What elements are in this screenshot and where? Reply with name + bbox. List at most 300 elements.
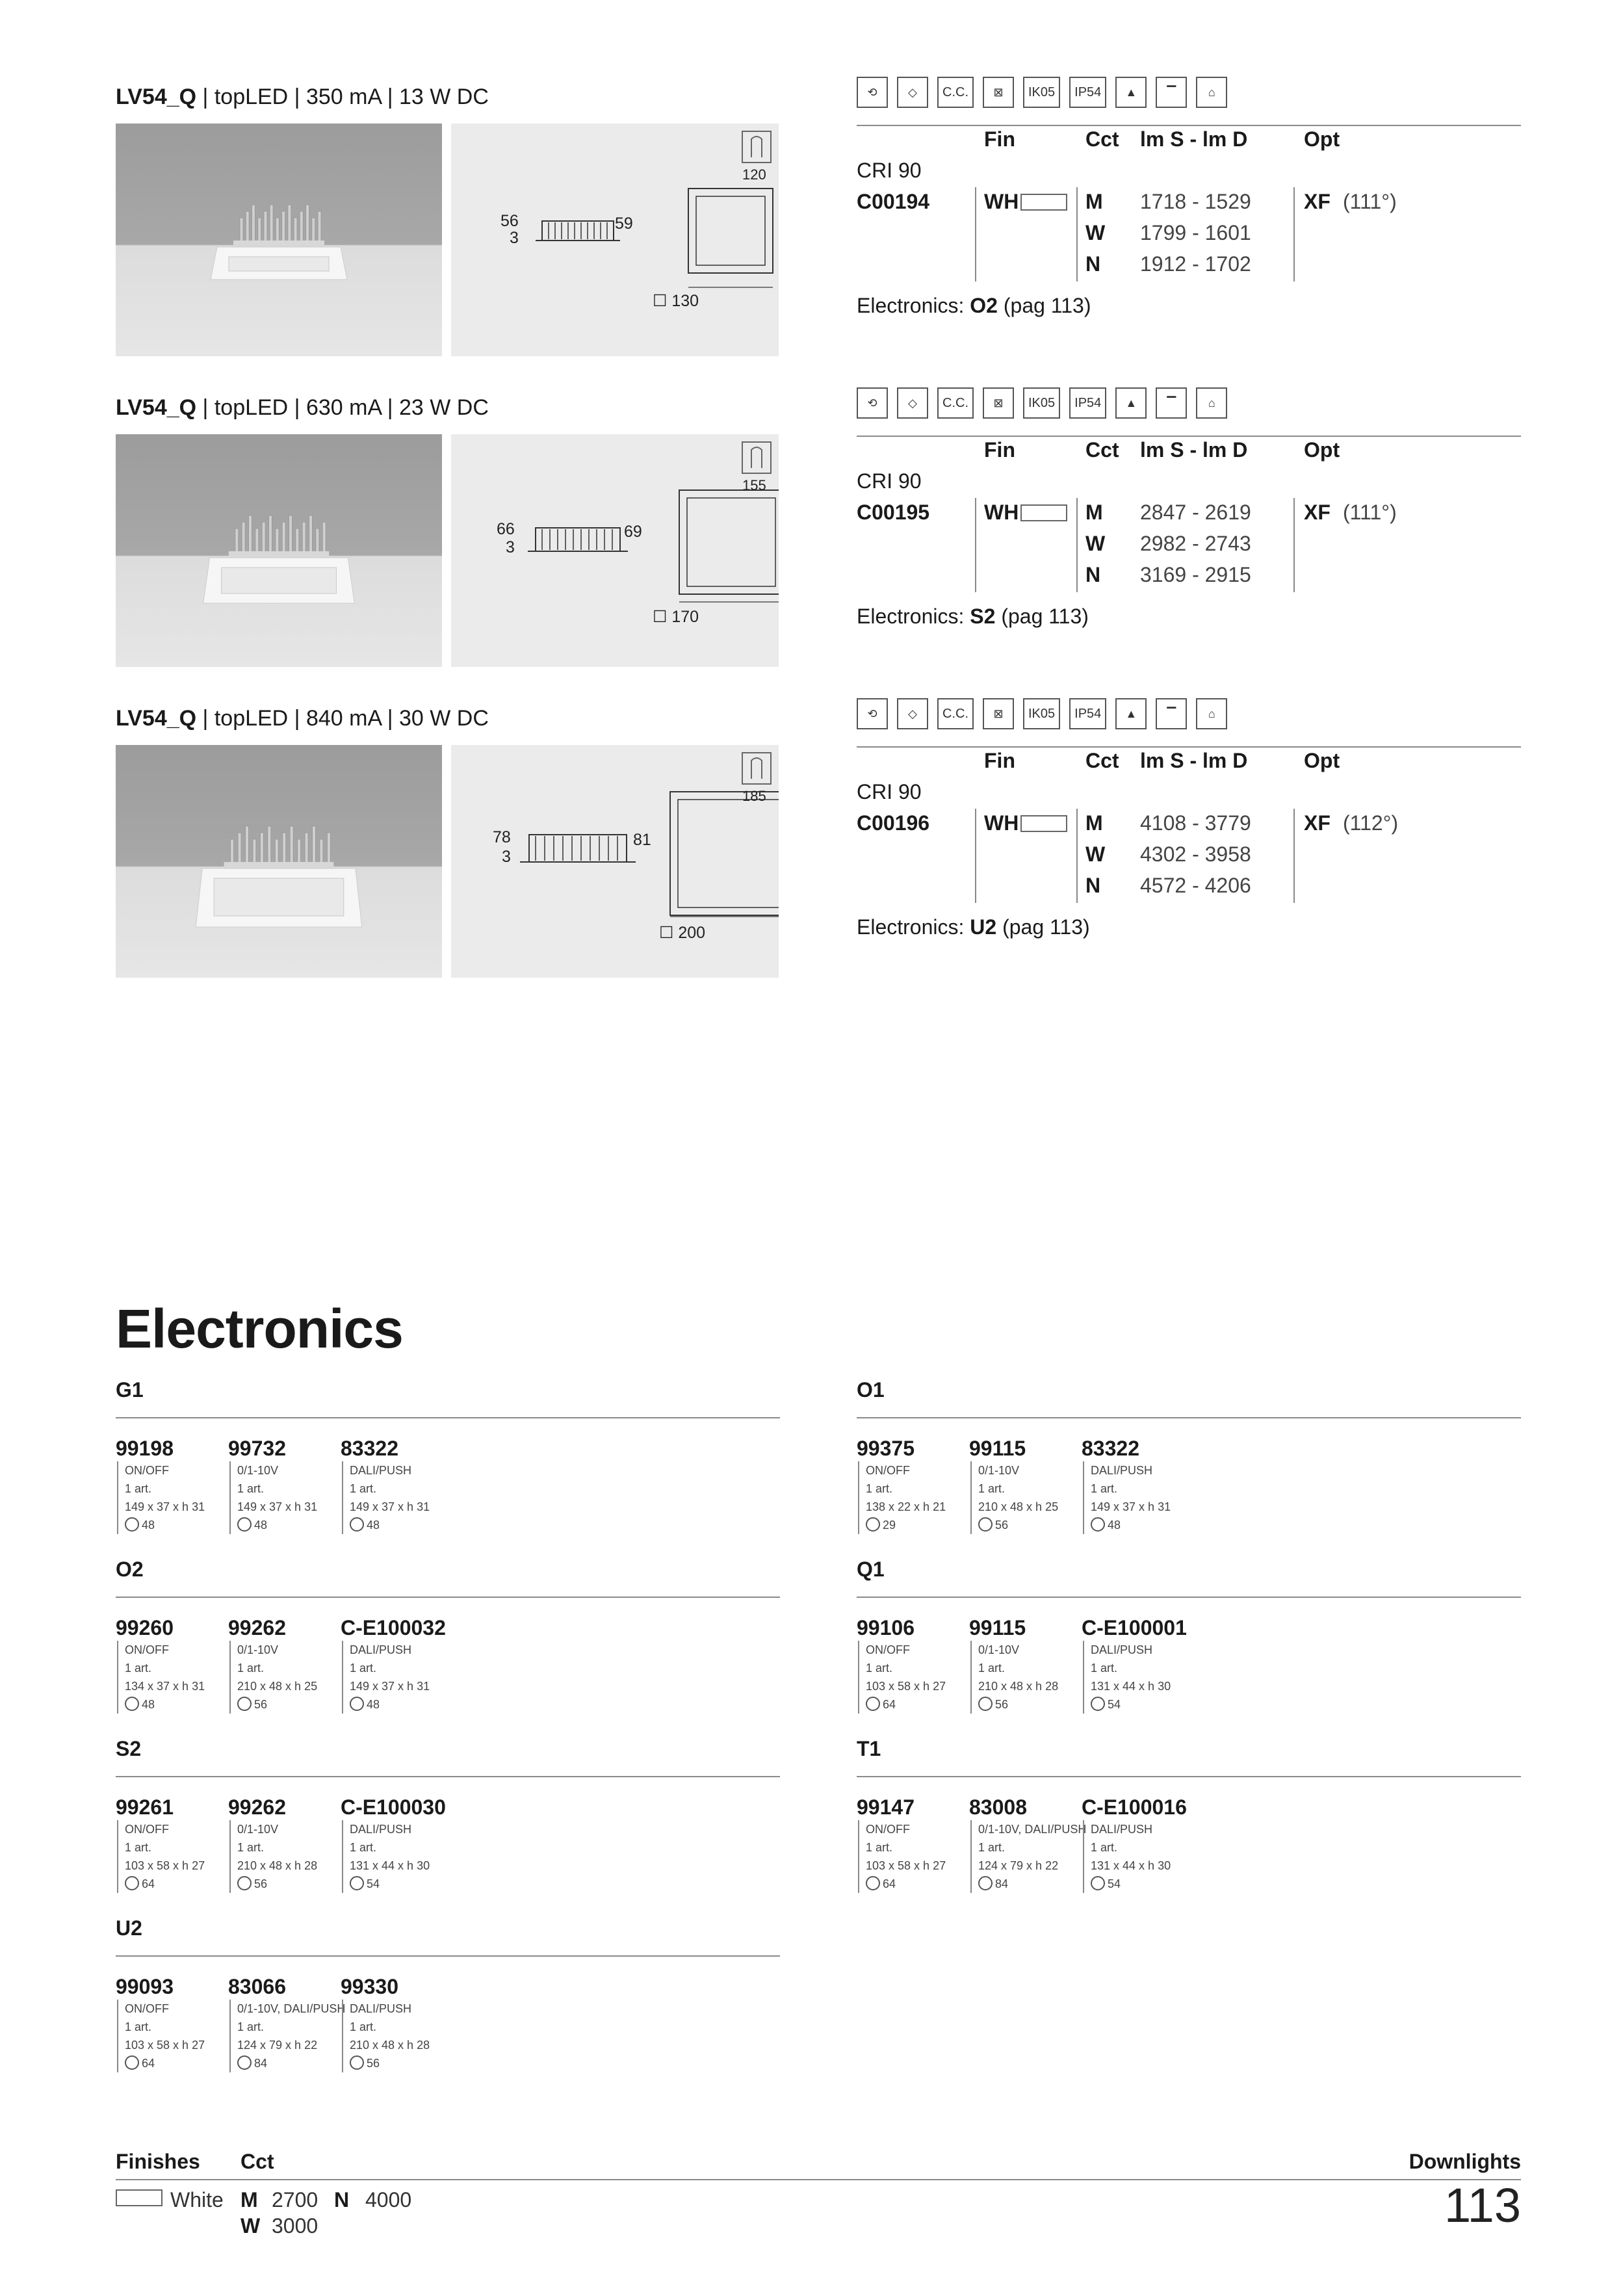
beam-icon: ▲ [1115,77,1147,108]
table-rule [857,746,1521,748]
cct-code: N [1085,252,1101,276]
driver-info [1083,1641,1171,1714]
finish-code: WH [984,501,1019,524]
driver-type: DALI/PUSH [350,2002,412,2015]
driver-count: 64 [883,1877,896,1890]
driver-art: 1 art. [237,2020,265,2033]
cct-n: N [334,2188,350,2211]
driver-code: 99115 [969,1437,1026,1460]
driver-size: 124 x 79 x h 22 [978,1859,1059,1872]
driver-count: 48 [367,1698,380,1711]
driver-code: C-E100016 [1082,1795,1187,1819]
driver-art: 1 art. [350,1841,377,1854]
finish-code: WH [984,811,1019,835]
certification-icons [857,77,1227,108]
electronics-code[interactable]: S2 [970,605,996,628]
driver-size: 103 x 58 x h 27 [866,1680,946,1693]
driver-info [117,1641,205,1714]
driver-type: ON/OFF [125,2002,169,2015]
driver-type: DALI/PUSH [350,1464,412,1477]
driver-icon [125,1517,139,1532]
driver-count: 48 [367,1519,380,1532]
driver-art: 1 art. [125,2020,152,2033]
driver-icon [978,1517,993,1532]
electronics-page: (pag 113) [997,294,1091,317]
no-insulation-icon: ⊠ [983,77,1014,108]
cct-m: M [240,2188,258,2211]
electronics-code[interactable]: U2 [970,915,997,939]
driver-icon [350,1697,364,1711]
cct-header: Cct [1085,749,1119,772]
driver-art: 1 art. [866,1482,893,1495]
driver-count: 56 [995,1698,1009,1711]
driver-type: 0/1-10V [978,1643,1020,1656]
driver-art: 1 art. [866,1841,893,1854]
driver-size: 149 x 37 x h 31 [350,1680,430,1693]
white-swatch [116,2189,162,2206]
driver-size: 149 x 37 x h 31 [237,1500,318,1513]
total-height-dimension: 81 [633,831,651,849]
group-label: T1 [857,1737,881,1760]
driver-code: 99262 [228,1616,286,1639]
driver-code: 99260 [116,1616,174,1639]
driver-art: 1 art. [1091,1841,1118,1854]
lumen-value: 1912 - 1702 [1140,252,1251,276]
lumen-value: 1799 - 1601 [1140,221,1251,244]
electronics-page: (pag 113) [996,915,1090,939]
fin-header: Fin [984,127,1015,151]
driver-code: 99198 [116,1437,174,1460]
driver-count-row [125,2054,205,2072]
driver-info [229,1461,317,1534]
product-title [116,706,489,731]
driver-count: 48 [142,1519,155,1532]
cct-header: Cct [1085,438,1119,462]
product-name: LV54_Q [116,85,197,109]
cri-value: CRI 90 [857,469,922,493]
electronics-label: Electronics: [857,294,970,317]
driver-code: C-E100001 [1082,1616,1187,1639]
driver-icon [237,2055,252,2070]
height-dimension: 66 [497,520,515,538]
driver-info [342,1641,430,1714]
cc-badge: C.C. [937,387,974,419]
driver-info [970,1461,1058,1534]
class-iii-icon: ◇ [897,77,928,108]
class-iii-icon: ◇ [897,698,928,729]
driver-count-row [350,1516,430,1534]
cct-code: W [1085,221,1106,244]
driver-code: 99093 [116,1975,174,1998]
driver-count-row [1091,1516,1171,1534]
group-label: S2 [116,1737,142,1760]
driver-size: 131 x 44 x h 30 [350,1859,430,1872]
driver-count-row [237,1695,317,1714]
driver-type: ON/OFF [866,1464,910,1477]
beam-angle: (111°) [1343,190,1397,213]
electronics-ref [857,605,1089,629]
driver-art: 1 art. [237,1662,265,1675]
driver-info [342,1820,430,1893]
driver-info [117,2000,205,2072]
recess-dimension: 3 [506,538,515,556]
driver-icon [350,1517,364,1532]
certification-icons [857,387,1227,419]
recessed-icon: ⌂ [1196,698,1227,729]
driver-count: 56 [254,1698,268,1711]
driver-icon [125,1876,139,1890]
driver-count-row [237,2054,345,2072]
driver-icon [1091,1697,1105,1711]
downlight-image [116,434,442,667]
driver-count-row [1091,1875,1171,1893]
driver-code: C-E100032 [341,1616,446,1639]
driver-art: 1 art. [978,1482,1006,1495]
driver-icon [350,1876,364,1890]
recess-dimension: 3 [510,229,519,247]
driver-count-row [866,1695,946,1714]
driver-code: 99106 [857,1616,915,1639]
driver-code: 83008 [969,1795,1027,1819]
lumen-header: lm S - lm D [1140,749,1248,772]
product-photo [116,434,442,667]
cct-w: W [240,2214,261,2237]
driver-count: 84 [254,2057,268,2070]
driver-code: 99330 [341,1975,398,1998]
driver-count: 29 [883,1519,896,1532]
lumen-value: 1718 - 1529 [1140,190,1251,213]
dimension-drawing [451,124,779,356]
driver-info [1083,1820,1171,1893]
group-rule [857,1597,1521,1598]
table-rule [857,125,1521,126]
product-title [116,395,489,421]
driver-art: 1 art. [1091,1662,1118,1675]
driver-size: 210 x 48 x h 25 [237,1680,318,1693]
height-dimension: 56 [500,212,519,230]
cct-code: N [1085,874,1101,897]
driver-count-row [350,2054,430,2072]
driver-info [970,1641,1058,1714]
ik-rating: IK05 [1023,77,1060,108]
cct-m-value: 2700 [272,2188,318,2211]
driver-type: ON/OFF [866,1823,910,1836]
driver-code: 83066 [228,1975,286,1998]
opt-header: Opt [1304,438,1340,462]
driver-art: 1 art. [866,1662,893,1675]
cri-value: CRI 90 [857,780,922,803]
group-label: U2 [116,1916,142,1940]
rotate-icon: ⟲ [857,387,888,419]
driver-size: 103 x 58 x h 27 [866,1859,946,1872]
driver-icon [978,1697,993,1711]
driver-info [858,1461,946,1534]
driver-count-row [866,1875,946,1893]
driver-icon [237,1697,252,1711]
driver-type: ON/OFF [125,1643,169,1656]
driver-size: 138 x 22 x h 21 [866,1500,946,1513]
technical-drawing [451,434,779,667]
finish-white: White [170,2188,224,2211]
driver-info [858,1641,946,1714]
driver-info [342,2000,430,2072]
driver-icon [125,2055,139,2070]
column-divider [975,498,976,592]
driver-icon [125,1697,139,1711]
product-code: C00196 [857,811,930,835]
driver-art: 1 art. [125,1662,152,1675]
driver-type: 0/1-10V [237,1823,279,1836]
driver-size: 124 x 79 x h 22 [237,2039,318,2052]
driver-type: DALI/PUSH [350,1643,412,1656]
driver-size: 210 x 48 x h 28 [350,2039,430,2052]
driver-code: C-E100030 [341,1795,446,1819]
recessed-icon: ⌂ [1196,77,1227,108]
cutout-dimension: 120 [742,166,766,183]
dimension-drawing [451,745,779,978]
driver-count: 64 [142,2057,155,2070]
table-rule [857,436,1521,437]
driver-code: 99261 [116,1795,174,1819]
driver-type: ON/OFF [866,1643,910,1656]
driver-count-row [866,1516,946,1534]
product-name: LV54_Q [116,706,197,731]
no-insulation-icon: ⊠ [983,387,1014,419]
cutout-dimension: 155 [742,477,766,493]
size-dimension: ☐ 170 [653,608,699,626]
finishes-label: Finishes [116,2150,200,2173]
driver-art: 1 art. [350,1482,377,1495]
finish-swatch [1020,815,1067,832]
cct-code: M [1085,190,1103,213]
cct-header: Cct [1085,127,1119,151]
optic-code: XF [1304,190,1331,213]
group-rule [116,1597,780,1598]
driver-size: 149 x 37 x h 31 [350,1500,430,1513]
cc-badge: C.C. [937,77,974,108]
downlight-image [116,745,442,978]
driver-info [229,2000,345,2072]
technical-drawing [451,745,779,978]
driver-icon [350,2055,364,2070]
beam-angle: (111°) [1343,501,1397,524]
product-name: LV54_Q [116,395,197,420]
driver-type: ON/OFF [125,1464,169,1477]
fin-header: Fin [984,438,1015,462]
driver-count: 54 [367,1877,380,1890]
size-dimension: ☐ 200 [659,924,706,942]
driver-art: 1 art. [978,1841,1006,1854]
group-label: G1 [116,1378,144,1402]
cct-n-value: 4000 [365,2188,412,2211]
driver-art: 1 art. [350,1662,377,1675]
downlight-image [116,124,442,356]
driver-size: 103 x 58 x h 27 [125,1859,205,1872]
recessed-icon: ⌂ [1196,387,1227,419]
height-dimension: 78 [493,828,511,846]
driver-count: 64 [142,1877,155,1890]
footer-rule [116,2179,1521,2180]
driver-size: 134 x 37 x h 31 [125,1680,205,1693]
ik-rating: IK05 [1023,387,1060,419]
column-divider [975,187,976,281]
driver-type: DALI/PUSH [1091,1823,1153,1836]
driver-art: 1 art. [1091,1482,1118,1495]
rotate-icon: ⟲ [857,698,888,729]
column-divider [1076,187,1078,281]
driver-count: 56 [254,1877,268,1890]
driver-count-row [350,1875,430,1893]
recess-dimension: 3 [502,848,511,866]
driver-count-row [978,1875,1086,1893]
lumen-value: 4108 - 3779 [1140,811,1251,835]
driver-type: DALI/PUSH [1091,1464,1153,1477]
driver-count: 56 [995,1519,1009,1532]
driver-art: 1 art. [237,1482,265,1495]
driver-icon [237,1876,252,1890]
rotate-icon: ⟲ [857,77,888,108]
driver-code: 83322 [341,1437,398,1460]
category-label: Downlights [1409,2150,1521,2173]
class-iii-icon: ◇ [897,387,928,419]
dimension-drawing [451,434,779,667]
cc-badge: C.C. [937,698,974,729]
lumen-value: 3169 - 2915 [1140,563,1251,586]
group-rule [116,1417,780,1418]
cct-w-value: 3000 [272,2214,318,2237]
electronics-label: Electronics: [857,915,970,939]
driver-size: 149 x 37 x h 31 [1091,1500,1171,1513]
driver-type: DALI/PUSH [1091,1643,1153,1656]
beam-icon: ▲ [1115,698,1147,729]
driver-size: 131 x 44 x h 30 [1091,1859,1171,1872]
product-spec: | topLED | 350 mA | 13 W DC [196,85,489,109]
ip-rating: IP54 [1069,698,1106,729]
electronics-page: (pag 113) [995,605,1089,628]
cri-value: CRI 90 [857,159,922,182]
driver-count: 48 [254,1519,268,1532]
driver-count-row [350,1695,430,1714]
electronics-title: Electronics [116,1298,403,1359]
cutout-dimension: 185 [742,788,766,804]
driver-count-row [1091,1695,1171,1714]
driver-info [970,1820,1086,1893]
driver-code: 99262 [228,1795,286,1819]
driver-type: 0/1-10V [978,1464,1020,1477]
electronics-ref [857,294,1091,318]
finish-swatch [1020,504,1067,521]
driver-code: 99115 [969,1616,1026,1639]
driver-count-row [237,1875,317,1893]
optic-code: XF [1304,501,1331,524]
driver-type: 0/1-10V, DALI/PUSH [978,1823,1087,1836]
driver-code: 99147 [857,1795,915,1819]
column-divider [1293,187,1295,281]
column-divider [1076,498,1078,592]
driver-type: DALI/PUSH [350,1823,412,1836]
driver-size: 210 x 48 x h 28 [237,1859,318,1872]
led-icon: ▔ [1156,387,1187,419]
cct-code: W [1085,532,1106,555]
product-photo [116,124,442,356]
driver-count-row [978,1516,1058,1534]
driver-count: 54 [1108,1698,1121,1711]
lumen-header: lm S - lm D [1140,127,1248,151]
driver-icon [1091,1517,1105,1532]
driver-icon [866,1697,880,1711]
driver-art: 1 art. [125,1841,152,1854]
cct-code: M [1085,501,1103,524]
column-divider [1076,809,1078,903]
driver-art: 1 art. [978,1662,1006,1675]
driver-size: 210 x 48 x h 28 [978,1680,1059,1693]
lumen-value: 4302 - 3958 [1140,842,1251,866]
driver-art: 1 art. [237,1841,265,1854]
driver-code: 83322 [1082,1437,1139,1460]
driver-size: 210 x 48 x h 25 [978,1500,1059,1513]
group-label: O1 [857,1378,885,1402]
lumen-value: 4572 - 4206 [1140,874,1251,897]
ik-rating: IK05 [1023,698,1060,729]
column-divider [1293,498,1295,592]
cct-code: N [1085,563,1101,586]
driver-type: 0/1-10V [237,1643,279,1656]
group-label: Q1 [857,1558,885,1581]
driver-info [229,1641,317,1714]
driver-count-row [978,1695,1058,1714]
driver-count-row [237,1516,317,1534]
group-rule [857,1417,1521,1418]
driver-count: 48 [142,1698,155,1711]
cct-code: W [1085,842,1106,866]
product-photo [116,745,442,978]
size-dimension: ☐ 130 [653,292,699,310]
group-label: O2 [116,1558,144,1581]
driver-count: 56 [367,2057,380,2070]
certification-icons [857,698,1227,729]
optic-code: XF [1304,811,1331,835]
electronics-ref [857,915,1090,939]
beam-angle: (112°) [1343,811,1399,835]
finish-code: WH [984,190,1019,213]
product-title [116,85,489,110]
driver-icon [237,1517,252,1532]
driver-type: ON/OFF [125,1823,169,1836]
driver-type: 0/1-10V, DALI/PUSH [237,2002,346,2015]
driver-info [858,1820,946,1893]
group-rule [857,1776,1521,1777]
fin-header: Fin [984,749,1015,772]
driver-count: 54 [1108,1877,1121,1890]
driver-size: 149 x 37 x h 31 [125,1500,205,1513]
driver-count: 48 [1108,1519,1121,1532]
product-code: C00195 [857,501,930,524]
cct-label: Cct [240,2150,274,2173]
column-divider [975,809,976,903]
driver-code: 99375 [857,1437,915,1460]
driver-art: 1 art. [125,1482,152,1495]
driver-count: 84 [995,1877,1009,1890]
electronics-code[interactable]: O2 [970,294,998,317]
group-rule [116,1776,780,1777]
opt-header: Opt [1304,127,1340,151]
total-height-dimension: 59 [615,215,633,233]
beam-icon: ▲ [1115,387,1147,419]
total-height-dimension: 69 [624,523,642,541]
driver-info [117,1820,205,1893]
lumen-header: lm S - lm D [1140,438,1248,462]
ip-rating: IP54 [1069,387,1106,419]
